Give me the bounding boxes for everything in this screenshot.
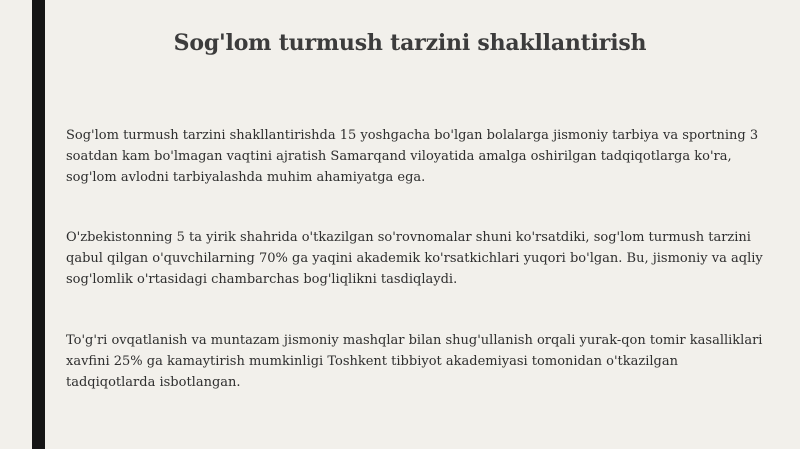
slide-accent-bar <box>32 0 45 449</box>
paragraph-1: Sog'lom turmush tarzini shakllantirishda 15 yoshgacha bo'lgan bolalarga jismoniy tarbiya va sportning 3 soatdan kam bo'lmagan vaqtini ajratish Samarqand viloyatida amalga oshirilgan tadqiqotlarga ko'ra, sog'lom avlodni tarbiyalashda muhim ahamiyatga ega. <box>66 128 759 185</box>
paragraph-3: To'g'ri ovqatlanish va muntazam jismoniy mashqlar bilan shug'ullanish orqali yurak-qon tomir kasalliklari xavfini 25% ga kamaytirish mumkinligi Toshkent tibbiyot akademiyasi tomonidan o'tkazilgan tadqiqotlarda isbotlangan. <box>66 333 763 390</box>
slide-title: Sog'lom turmush tarzini shakllantirish <box>173 30 647 56</box>
paragraph-2: O'zbekistonning 5 ta yirik shahrida o'tkazilgan so'rovnomalar shuni ko'rsatdiki, sog'lom turmush tarzini qabul qilgan o'quvchilarning 70% ga yaqini akademik ko'rsatkichlari yuqori bo'lgan. Bu, jismoniy va aqliy sog'lomlik o'rtasidagi chambarchas bog'liqlikni tasdiqlaydi. <box>66 230 763 287</box>
